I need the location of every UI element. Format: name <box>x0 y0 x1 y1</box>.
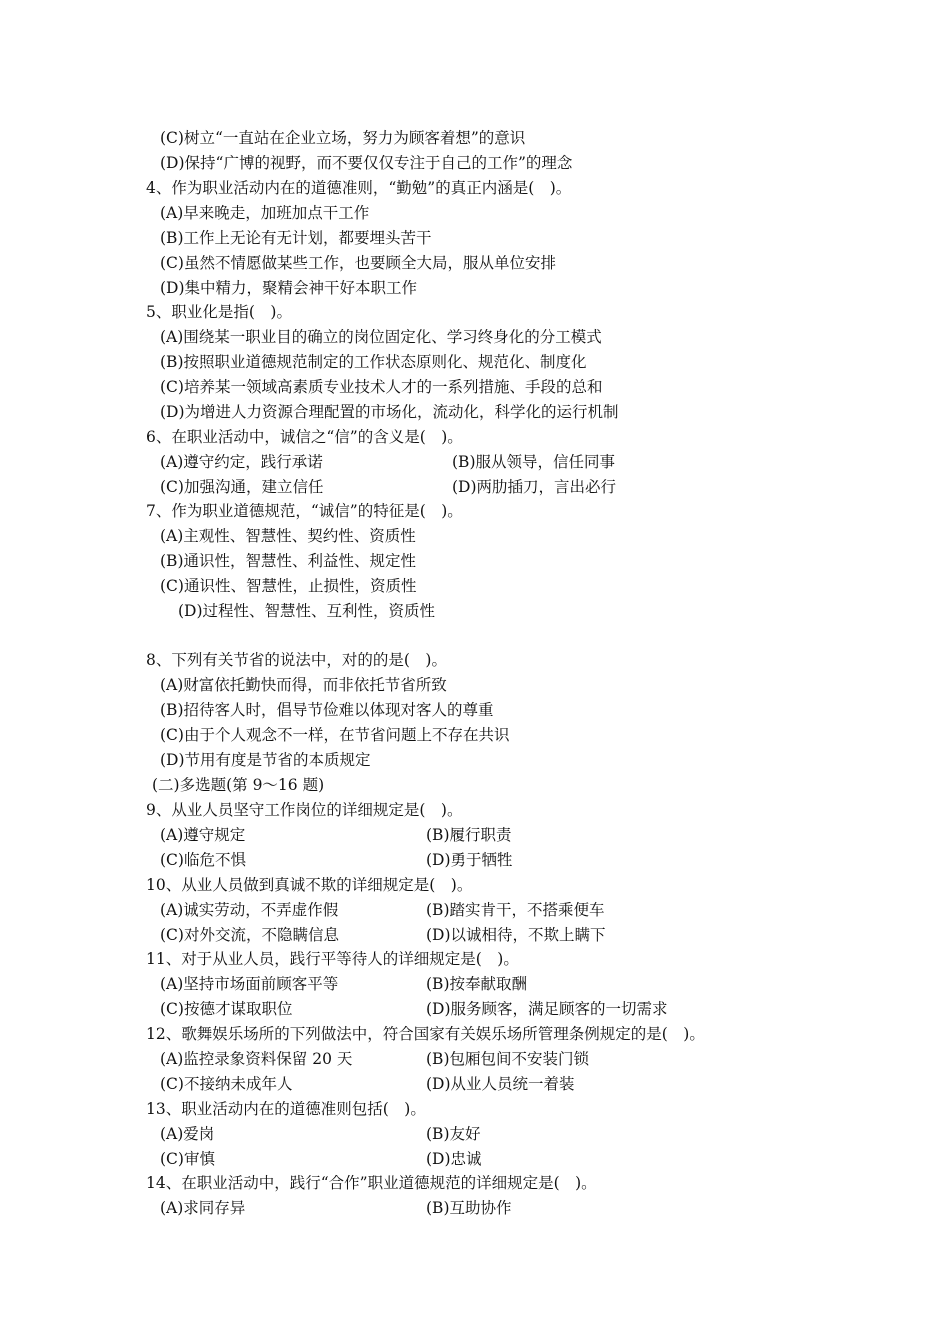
option-4a: (A)早来晚走，加班加点干工作 <box>160 204 370 222</box>
question-4: 4、作为职业活动内在的道德准则，“勤勉”的真正内涵是( )。 <box>146 179 572 197</box>
option-14a: (A)求同存异 <box>160 1199 246 1217</box>
option-5a: (A)围绕某一职业目的确立的岗位固定化、学习终身化的分工模式 <box>160 328 602 346</box>
option-12c: (C)不接纳未成年人 <box>160 1075 293 1093</box>
option-12d: (D)从业人员统一着装 <box>426 1075 575 1093</box>
option-10c: (C)对外交流，不隐瞒信息 <box>160 926 339 944</box>
option-6a: (A)遵守约定，践行承诺 <box>160 453 323 471</box>
option-8d: (D)节用有度是节省的本质规定 <box>160 751 371 769</box>
question-12: 12、歌舞娱乐场所的下列做法中，符合国家有关娱乐场所管理条例规定的是( )。 <box>146 1025 705 1043</box>
option-9b: (B)履行职责 <box>426 826 512 844</box>
option-13d: (D)忠诚 <box>426 1150 482 1168</box>
question-11: 11、对于从业人员，践行平等待人的详细规定是( )。 <box>146 950 519 968</box>
option-5b: (B)按照职业道德规范制定的工作状态原则化、规范化、制度化 <box>160 353 587 371</box>
option-5c: (C)培养某一领域高素质专业技术人才的一系列措施、手段的总和 <box>160 378 603 396</box>
option-3d: (D)保持“广博的视野，而不要仅仅专注于自己的工作”的理念 <box>160 154 573 172</box>
option-4c: (C)虽然不情愿做某些工作，也要顾全大局，服从单位安排 <box>160 254 556 272</box>
option-7c: (C)通识性、智慧性，止损性，资质性 <box>160 577 417 595</box>
option-7a: (A)主观性、智慧性、契约性、资质性 <box>160 527 416 545</box>
option-6b: (B)服从领导，信任同事 <box>452 453 615 471</box>
option-11b: (B)按奉献取酬 <box>426 975 527 993</box>
option-13c: (C)审慎 <box>160 1150 215 1168</box>
option-5d: (D)为增进人力资源合理配置的市场化，流动化，科学化的运行机制 <box>160 403 619 421</box>
option-9d: (D)勇于牺牲 <box>426 851 513 869</box>
option-13a: (A)爱岗 <box>160 1125 215 1143</box>
question-9: 9、从业人员坚守工作岗位的详细规定是( )。 <box>146 801 463 819</box>
option-4d: (D)集中精力，聚精会神干好本职工作 <box>160 279 418 297</box>
option-11c: (C)按德才谋取职位 <box>160 1000 293 1018</box>
option-8b: (B)招待客人时，倡导节俭难以体现对客人的尊重 <box>160 701 494 719</box>
question-8: 8、下列有关节省的说法中，对的的是( )。 <box>146 651 447 669</box>
question-7: 7、作为职业道德规范，“诚信”的特征是( )。 <box>146 502 463 520</box>
option-12b: (B)包厢包间不安装门锁 <box>426 1050 589 1068</box>
option-6d: (D)两肋插刀，言出必行 <box>452 478 617 496</box>
option-10b: (B)踏实肯干，不搭乘便车 <box>426 901 605 919</box>
option-12a: (A)监控录象资料保留 20 天 <box>160 1050 353 1068</box>
question-6: 6、在职业活动中，诚信之“信”的含义是( )。 <box>146 428 463 446</box>
option-11a: (A)坚持市场面前顾客平等 <box>160 975 339 993</box>
option-9c: (C)临危不惧 <box>160 851 246 869</box>
option-13b: (B)友好 <box>426 1125 481 1143</box>
option-10a: (A)诚实劳动，不弄虚作假 <box>160 901 339 919</box>
option-7b: (B)通识性，智慧性、利益性、规定性 <box>160 552 416 570</box>
option-8c: (C)由于个人观念不一样，在节省问题上不存在共识 <box>160 726 510 744</box>
question-5: 5、职业化是指( )。 <box>146 303 292 321</box>
option-11d: (D)服务顾客，满足顾客的一切需求 <box>426 1000 668 1018</box>
option-8a: (A)财富依托勤快而得，而非依托节省所致 <box>160 676 447 694</box>
option-6c: (C)加强沟通，建立信任 <box>160 478 324 496</box>
section-heading-multiple-choice: (二)多选题(第 9～16 题) <box>152 776 325 794</box>
option-7d: (D)过程性、智慧性、互利性，资质性 <box>178 602 436 620</box>
option-9a: (A)遵守规定 <box>160 826 246 844</box>
question-10: 10、从业人员做到真诚不欺的详细规定是( )。 <box>146 876 473 894</box>
option-3c: (C)树立“一直站在企业立场，努力为顾客着想”的意识 <box>160 129 526 147</box>
question-14: 14、在职业活动中，践行“合作”职业道德规范的详细规定是( )。 <box>146 1174 597 1192</box>
option-10d: (D)以诚相待，不欺上瞒下 <box>426 926 606 944</box>
question-13: 13、职业活动内在的道德准则包括( )。 <box>146 1100 426 1118</box>
option-14b: (B)互助协作 <box>426 1199 512 1217</box>
option-4b: (B)工作上无论有无计划，都要埋头苦干 <box>160 229 432 247</box>
